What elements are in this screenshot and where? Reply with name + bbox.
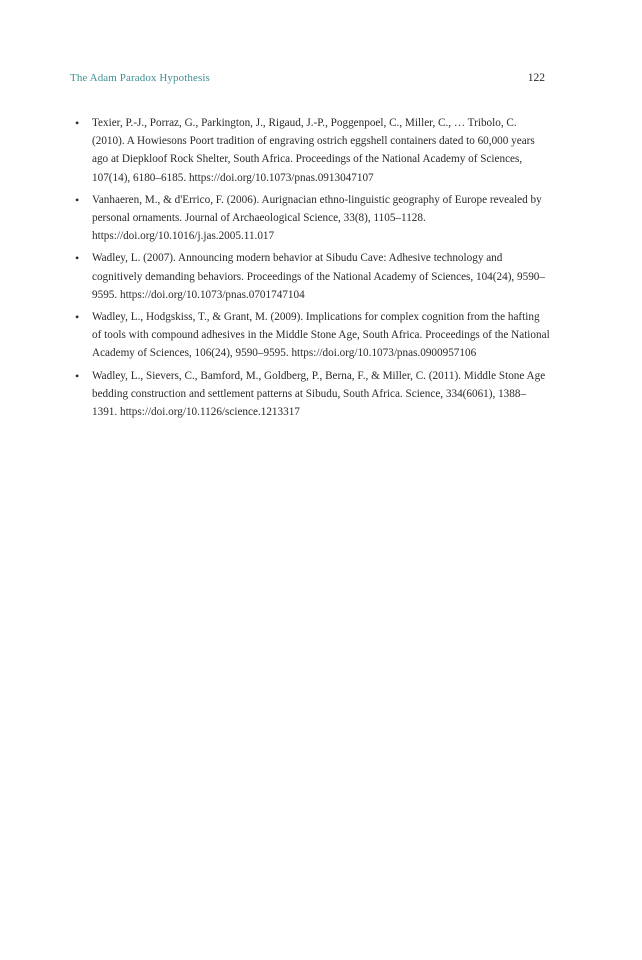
reference-list: [74, 114, 550, 425]
reference-item: [74, 308, 550, 363]
reference-text: Texier, P.-J., Porraz, G., Parkington, J., Rigaud, J.-P., Poggenpoel, C., Miller, C., … Tribolo, C. (2010). A Howiesons Poort tradition of engraving ostrich eggshell containers dated to 60,000 years ago at Diepkloof Rock Shelter, South Africa. Proceedings of the National Academy of Sciences, 107(14), 6180–6185. https://doi.org/10.1073/pnas.0913047107: [92, 117, 535, 184]
running-head-title: The Adam Paradox Hypothesis: [70, 72, 210, 84]
page-number: 122: [527, 72, 545, 84]
bullet-icon: •: [75, 310, 80, 325]
bullet-icon: •: [75, 368, 80, 383]
bullet-icon: •: [75, 251, 80, 266]
reference-text: Vanhaeren, M., & d'Errico, F. (2006). Aurignacian ethno-linguistic geography of Europe revealed by personal ornaments. Journal of Archaeological Science, 33(8), 1105–1128. https://doi.org/10.1016/j.jas.2005.11.017: [92, 193, 542, 243]
bullet-icon: •: [75, 116, 80, 130]
reference-item: [74, 249, 550, 304]
reference-item: [74, 191, 550, 246]
bullet-icon: •: [75, 192, 80, 207]
reference-text: Wadley, L. (2007). Announcing modern behavior at Sibudu Cave: Adhesive technology and cognitively demanding behaviors. Proceedings of the National Academy of Sciences, 104(24), 9590–9595. https://doi.org/10.1073/pnas.0701747104: [92, 252, 545, 301]
reference-text: Wadley, L., Hodgskiss, T., & Grant, M. (2009). Implications for complex cognition from the hafting of tools with compound adhesives in the Middle Stone Age, South Africa. Proceedings of the National Academy of Sciences, 106(24), 9590–9595. https://doi.org/10.1073/pnas.0900957106: [92, 311, 550, 360]
reference-item: [74, 367, 550, 422]
reference-item: [74, 114, 550, 187]
reference-text: Wadley, L., Sievers, C., Bamford, M., Goldberg, P., Berna, F., & Miller, C. (2011). Middle Stone Age bedding construction and settlement patterns at Sibudu, South Africa. Science, 334(6061), 1388–1391. https://doi.org/10.1126/science.1213317: [92, 369, 546, 419]
